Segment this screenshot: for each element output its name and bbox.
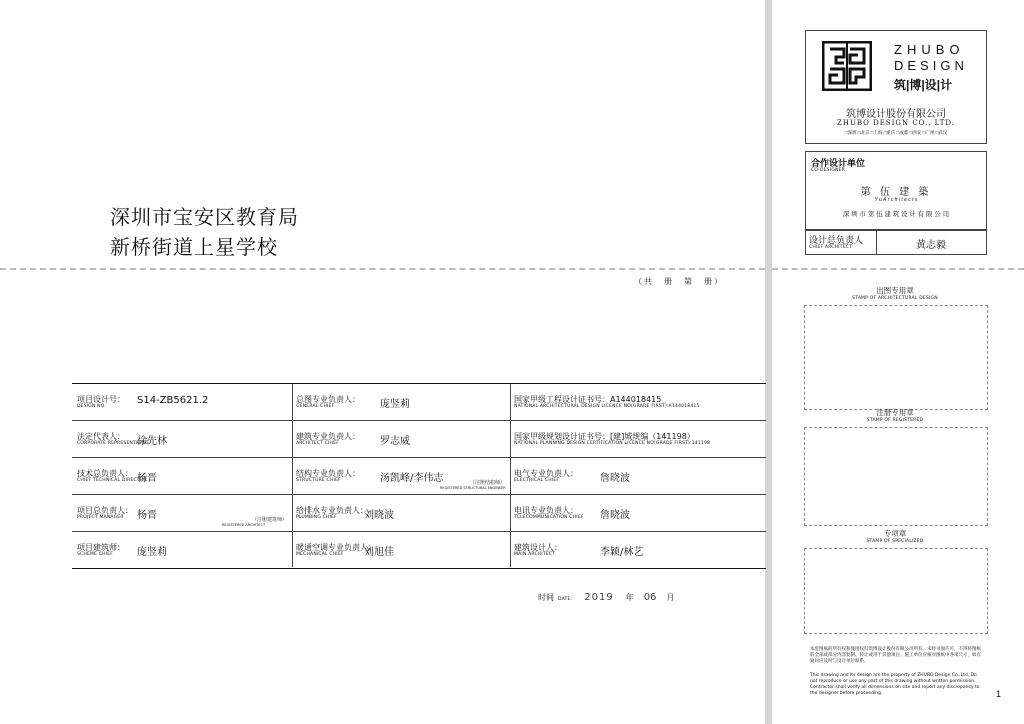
codesigner-label-en: CO-DESIGNER — [811, 168, 845, 173]
signature-label: 项目总负责人： — [77, 506, 133, 515]
signature-label: 电气专业负责人： — [514, 469, 578, 478]
signature-name: 庞竖莉 — [137, 547, 167, 558]
page-number: 1 — [996, 689, 1002, 699]
chief-architect-label-en: CHIEF ARCHITECT — [809, 245, 853, 250]
table-row-divider — [72, 457, 766, 458]
date-year: 2019 — [584, 592, 614, 603]
signature-label-en: STRUCTURE CHIEF — [296, 478, 341, 483]
signature-name: S14-ZB5621.2 — [137, 395, 209, 406]
chief-architect-label: 设计总负责人 — [809, 235, 864, 245]
registration-note: （注册建筑师） — [252, 517, 288, 523]
signature-label-en: CHIEF TECHNICAL DIRECTOR — [77, 478, 147, 483]
signature-label: 技术总负责人： — [77, 469, 133, 478]
signature-label: 暖通空调专业负责人： — [296, 543, 376, 552]
fold-line-right — [772, 268, 1024, 270]
table-col-divider — [292, 384, 293, 567]
signature-label: 法定代表人： — [77, 432, 125, 441]
company-box — [805, 30, 987, 144]
codesigner-name: 深 圳 市 第 伍 建 筑 设 计 有 限 公 司 — [842, 211, 950, 218]
fold-line — [0, 268, 765, 270]
registration-note-en: REGISTERED ARCHITECT — [222, 523, 266, 527]
signature-name: 庞竖莉 — [380, 399, 410, 410]
binding-strip — [765, 0, 772, 724]
zhubo-logo-icon — [822, 41, 872, 91]
signature-label-en: PLUMBING CHIEF — [296, 515, 337, 520]
table-row-divider — [72, 420, 766, 421]
table-col-divider — [510, 384, 511, 567]
signature-name: 詹晓波 — [600, 510, 630, 521]
signature-label-en: MECHANICAL CHIEF — [296, 552, 344, 557]
signature-label-en: NATIONAL ARCHITECTURAL DESIGN LICENCE NO(GRADE FIRST):A144018415 — [514, 404, 700, 409]
date-label: 时间 — [538, 593, 554, 602]
stamp2-label-en: STAMP OF REGISTERED — [866, 418, 924, 423]
company-name-cn: 筑博设计股份有限公司 — [846, 109, 946, 120]
signature-label-en: GENERAL CHIEF — [296, 404, 335, 409]
signature-name: 刘旭佳 — [364, 547, 394, 558]
date-year-unit: 年 — [625, 593, 634, 602]
chief-architect-box — [805, 229, 987, 255]
codesigner-label: 合作设计单位 — [811, 158, 866, 168]
signature-label-en: CORPORATE REPRESENTATIVE — [77, 441, 150, 446]
date-label-en: DATE: — [558, 597, 573, 602]
signature-label: 给排水专业负责人： — [296, 506, 368, 515]
registered-stamp-area — [804, 427, 988, 526]
table-row-divider — [72, 494, 766, 495]
registration-note: （注册结构师） — [470, 480, 506, 486]
stamp2-label: 注册专用章 — [876, 408, 914, 417]
signature-label: 总图专业负责人： — [296, 395, 360, 404]
signature-name: 刘晓波 — [364, 510, 394, 521]
company-name-en: ZHUBO DESIGN CO., LTD. — [836, 119, 956, 127]
signature-name: 杨晋 — [137, 473, 157, 484]
signature-label: 建筑设计人： — [514, 543, 562, 552]
signature-label-en: TELECOMMUNICATION CHIEF — [514, 515, 584, 520]
signature-label: 项目设计号： — [77, 395, 125, 404]
stamp3-label: 专项章 — [883, 529, 907, 538]
signature-name: 杨晋 — [137, 510, 157, 521]
signature-label: 结构专业负责人： — [296, 469, 360, 478]
brand-name-cn: 筑|博|设|计 — [894, 78, 953, 92]
signature-name: 李颖/林艺 — [600, 547, 644, 558]
date-month: 06 — [643, 592, 657, 603]
registration-note-en: REGISTERED STRUCTURAL ENGINEER — [440, 486, 506, 490]
signature-name: 罗志威 — [380, 436, 410, 447]
signature-label: 项目建筑师： — [77, 543, 125, 552]
signature-label: 建筑专业负责人： — [296, 432, 360, 441]
specialized-stamp-area — [804, 548, 988, 634]
stamp1-label-en: STAMP OF ARCHITECTURAL DESIGN — [852, 296, 938, 301]
branch-list: □深圳 □北京 □上海 □重庆 □成都 □西安 □广州 □武汉 — [844, 130, 948, 135]
project-title-school: 新桥街道上星学校 — [110, 235, 278, 259]
legal-notice-en: This drawing and its design are the property of ZHUBO Design Co.,Ltd. Do not reproduce or use any part of this drawing without written permission. Contractor shall verify all dimensions on site and report any discrepancy to the designer before proceeding. — [810, 673, 980, 696]
signature-label-en: ELECTRICAL CHIEF — [514, 478, 560, 483]
table-row-divider — [72, 531, 766, 532]
signature-label-en: PROJECT MANAGER — [77, 515, 124, 520]
architectural-stamp-area — [804, 305, 988, 410]
signature-label-en: DESIGN NO. — [77, 404, 106, 409]
chief-architect-name: 黄志毅 — [916, 240, 946, 251]
stamp3-label-en: STAMP OF SPECIALIZED — [866, 539, 924, 544]
brand-name-en: ZHUBO — [894, 42, 965, 57]
signature-label-en: ARCHITECT CHIEF — [296, 441, 340, 446]
date-month-unit: 月 — [666, 593, 675, 602]
signature-label: 国家甲级规划设计证书号：[建]城规编（141198） — [514, 432, 695, 441]
signature-label-en: NATIONAL PLANNING DESIGN CERTIFICATION LICENCE NO(GRADE FIRST):141198 — [514, 441, 711, 446]
signature-label: 电讯专业负责人： — [514, 506, 578, 515]
codesigner-logo-en: Y u A r c h i t e c t s — [874, 197, 918, 203]
legal-notice-cn: 本套图纸的所有权和使用权归筑博设计股份有限公司所有。未经书面许可，不得将图纸的全部或部分内容复制、转让或用于其他项目。施工单位应核对图纸中各项尺寸，如有疑问应及时与设计单位联系。 — [810, 647, 981, 664]
volume-note: （共 册 第 册） — [634, 277, 724, 286]
brand-design-en: DESIGN — [894, 58, 968, 73]
signature-label: 国家甲级工程设计证书号：A144018415 — [514, 395, 662, 404]
signature-name: 詹晓波 — [600, 473, 630, 484]
stamp1-label: 出图专用章 — [876, 286, 914, 295]
date-row — [538, 592, 674, 603]
signature-label-en: MAIN ARCHITECT — [514, 552, 556, 557]
signature-name: 汤凯峰/李伟志 — [380, 473, 444, 484]
codesigner-logo-cn: 第 伍 建 築 — [860, 187, 932, 198]
project-title-client: 深圳市宝安区教育局 — [110, 205, 299, 229]
signature-name: 徐先林 — [137, 436, 167, 447]
codesigner-box — [805, 151, 987, 231]
signature-label-en: SCHEME CHIEF — [77, 552, 114, 557]
